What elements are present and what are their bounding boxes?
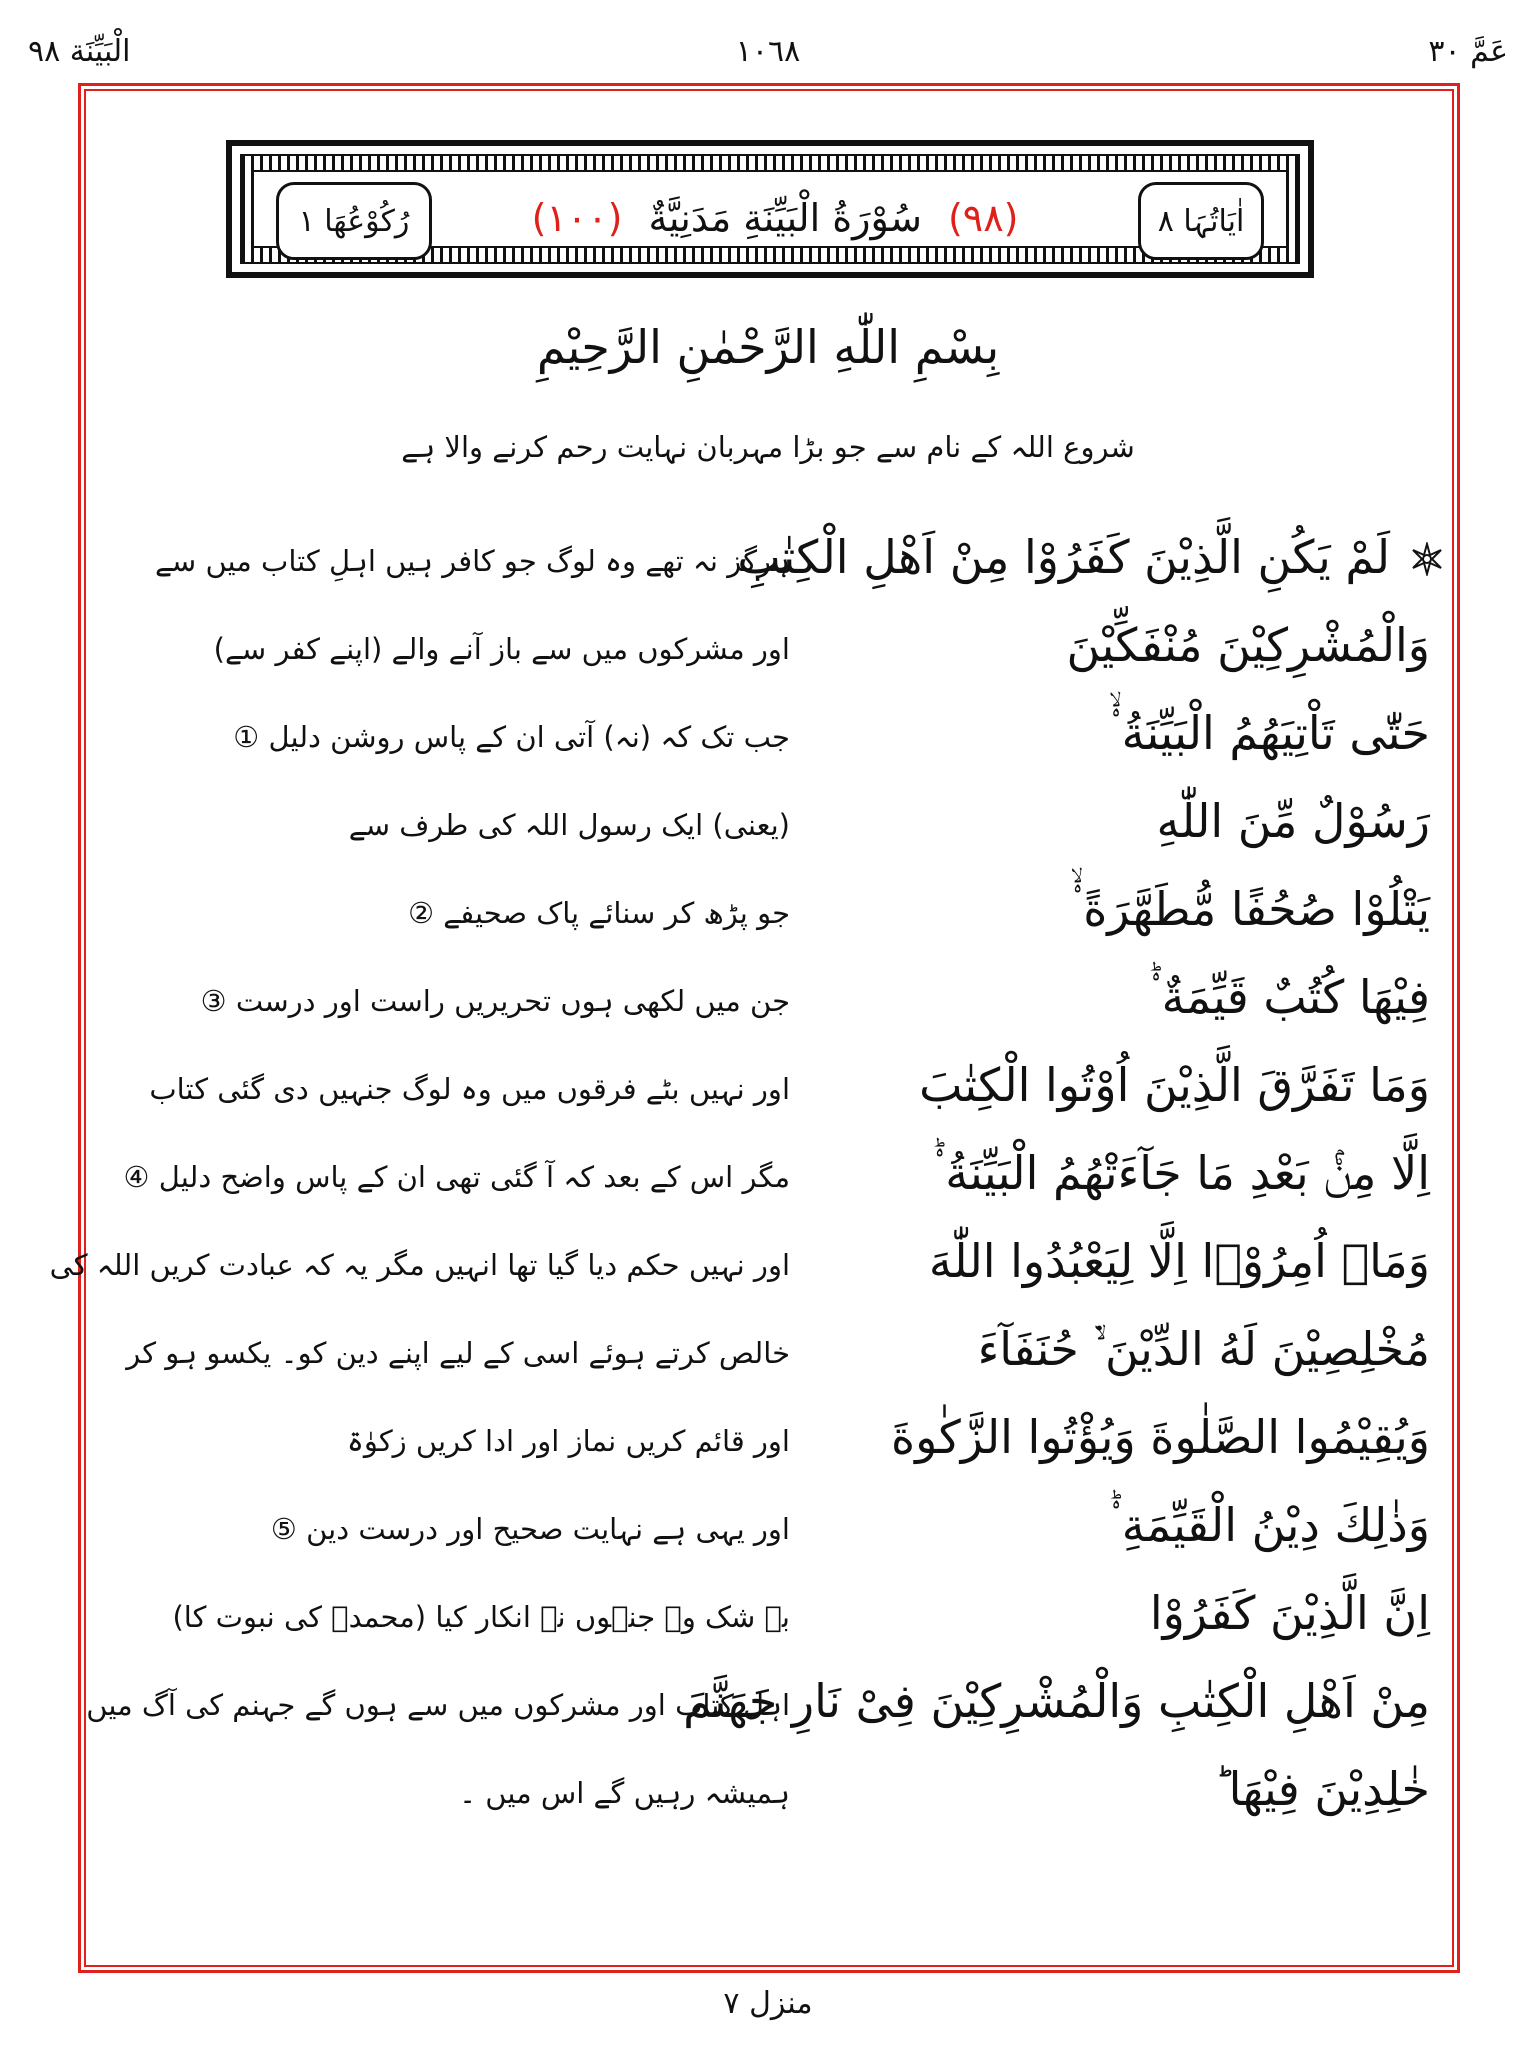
ornament-flower-icon [1410,542,1444,576]
ruku-count-cartouche [276,182,432,260]
urdu-translation-text: اہل کتاب اور مشرکوں میں سے ہوں گے جہنم کی آگ میں [86,1688,790,1722]
urdu-translation-text: خالص کرتے ہوئے اسی کے لیے اپنے دین کو۔ یکسو ہو کر [126,1336,790,1370]
surah-header-banner [226,140,1314,278]
urdu-translation-text: اور قائم کریں نماز اور ادا کریں زکوٰۃ [346,1424,790,1458]
urdu-translation-text: اور نہیں حکم دیا گیا تھا انہیں مگر یہ کہ عبادت کریں اللہ کی [49,1248,790,1282]
arabic-verse-text: فِیْهَا كُتُبٌ قَیِّمَةٌ ۟ؕ [1150,970,1430,1024]
urdu-translation-text: جن میں لکھی ہوں تحریریں راست اور درست ③ [200,984,790,1018]
verse-row [110,1586,1430,1674]
bismillah: بِسْمِ اللّٰهِ الرَّحْمٰنِ الرَّحِیْمِ [536,320,1000,374]
verse-row [110,706,1430,794]
arabic-verse-text: مِنْ اَهْلِ الْكِتٰبِ وَالْمُشْرِكِیْنَ فِیْ نَارِ جَهَنَّمَ [683,1674,1430,1728]
verse-row [110,1410,1430,1498]
verse-row [110,1058,1430,1146]
verse-row [110,530,1430,618]
ayat-count: اٰیَاتُہَا ٨ [1157,203,1245,239]
arabic-verse-text: وَمَاۤ اُمِرُوْۤا اِلَّا لِیَعْبُدُوا اللّٰهَ [928,1234,1430,1288]
arabic-verse-text: رَسُوْلٌ مِّنَ اللّٰهِ [1156,794,1430,848]
surah-title: سُوْرَةُ الْبَیِّنَةِ مَدَنِیَّةٌ [648,196,922,240]
arabic-verse-text: لَمْ یَكُنِ الَّذِیْنَ كَفَرُوْا مِنْ اَهْلِ الْكِتٰبِ [737,530,1390,584]
verse-row [110,1322,1430,1410]
arabic-verse-text: اِلَّا مِنْۢ بَعْدِ مَا جَآءَتْهُمُ الْبَیِّنَةُ ۟ؕ [933,1146,1430,1200]
ruku-count: رُکُوْعُهَا ١ [298,203,410,239]
urdu-translation-text: بے شک وہ جنہوں نے انکار کیا (محمدؐ کی نبوت کا) [172,1600,790,1634]
verse-row [110,1762,1430,1850]
arabic-verse-text: خٰلِدِیْنَ فِیْهَا ؕ [1214,1762,1430,1816]
urdu-translation-text: جو پڑھ کر سنائے پاک صحیفے ② [408,896,790,930]
arabic-verse-text: یَتْلُوْا صُحُفًا مُّطَهَّرَةً ۟ۙ [1071,882,1430,936]
verse-row [110,1146,1430,1234]
urdu-translation-text: ہرگز نہ تھے وہ لوگ جو کافر ہیں اہلِ کتاب میں سے [154,544,790,578]
manzil-marker: منزل ۷ [723,1986,813,2021]
arabic-verse-text: حَتّٰى تَاْتِیَهُمُ الْبَیِّنَةُ ۟ۙ [1110,706,1430,760]
arabic-verse-text: وَذٰلِكَ دِیْنُ الْقَیِّمَةِ ۟ؕ [1110,1498,1430,1552]
arabic-verse-text: اِنَّ الَّذِیْنَ كَفَرُوْا [1149,1586,1430,1640]
urdu-translation-text: جب تک کہ (نہ) آتی ان کے پاس روشن دلیل ① [233,720,790,754]
verse-row [49,1234,1430,1322]
urdu-translation-text: اور مشرکوں میں سے باز آنے والے (اپنے کفر سے) [213,632,790,666]
page-number: ١٠٦٨ [735,34,801,69]
arabic-verse-text: وَمَا تَفَرَّقَ الَّذِیْنَ اُوْتُوا الْكِتٰبَ [919,1058,1430,1112]
arabic-verse-text: وَالْمُشْرِكِیْنَ مُنْفَكِّیْنَ [1066,618,1430,672]
urdu-translation-text: اور نہیں بٹے فرقوں میں وہ لوگ جنہیں دی گئی کتاب [149,1072,790,1106]
urdu-translation-text: اور یہی ہے نہایت صحیح اور درست دین ⑤ [270,1512,790,1546]
ayat-count-cartouche [1138,182,1264,260]
surah-number: (٩٨) [947,196,1019,240]
revelation-order: (١٠٠) [531,196,623,240]
urdu-translation-text: مگر اس کے بعد کہ آ گئی تھی ان کے پاس واضح دلیل ④ [123,1160,790,1194]
urdu-translation-text: (یعنی) ایک رسول اللہ کی طرف سے [348,808,790,842]
juz-name: عَمَّ ٣٠ [1428,34,1508,69]
verse-row [110,882,1430,970]
arabic-verse-text: وَیُقِیْمُوا الصَّلٰوةَ وَیُؤْتُوا الزَّكٰوةَ [890,1410,1430,1464]
bismillah-translation: شروع اللہ کے نام سے جو بڑا مہربان نہایت رحم کرنے والا ہے [401,430,1135,464]
banner-pattern [240,154,1300,264]
verse-row [110,1498,1430,1586]
surah-title-box [454,182,1096,254]
surah-running-title: الْبَيِّنَة ٩٨ [28,34,131,69]
arabic-verse-text: مُخْلِصِیْنَ لَهُ الدِّیْنَ ۙ۬ حُنَفَآءَ [977,1322,1430,1376]
banner-core [252,170,1288,248]
verse-row [86,1674,1430,1762]
verse-row [110,618,1430,706]
verse-row [110,794,1430,882]
verse-row [110,970,1430,1058]
urdu-translation-text: ہمیشہ رہیں گے اس میں ۔ [459,1776,790,1810]
verse-start-ornament [1396,542,1444,576]
